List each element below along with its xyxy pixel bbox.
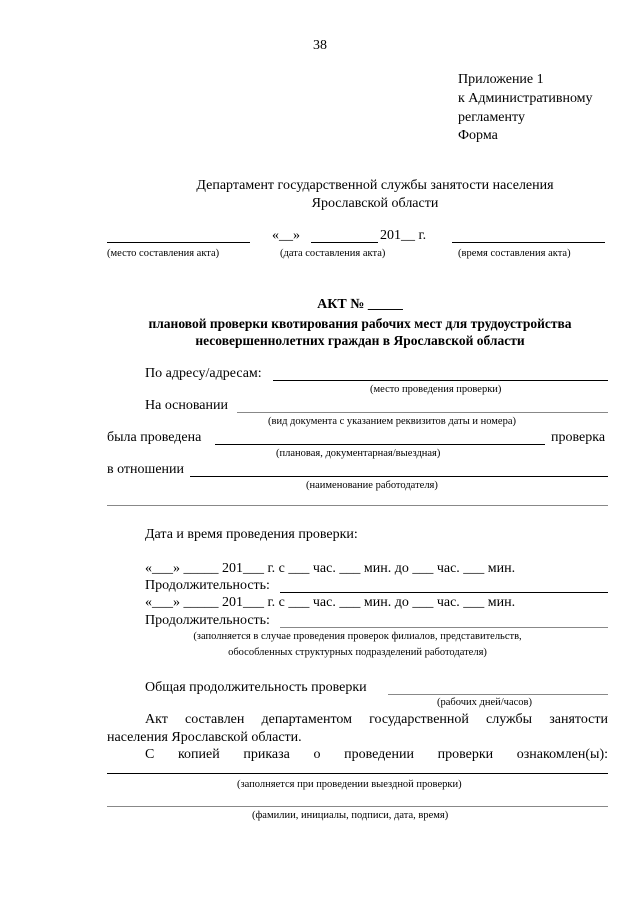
duration-1-field-line[interactable] bbox=[280, 592, 608, 593]
place-field-line[interactable] bbox=[107, 242, 250, 243]
regarding-field-line[interactable] bbox=[190, 476, 608, 477]
act-text-line-1: Акт составлен департаментом государственной службы занятости bbox=[145, 712, 608, 727]
copy-ack-field-line[interactable] bbox=[107, 773, 608, 774]
appendix-line-4: Форма bbox=[458, 128, 498, 143]
copy-ack-caption-1: (заполняется при проведении выездной проверки) bbox=[237, 779, 462, 790]
address-field-line[interactable] bbox=[273, 380, 608, 381]
act-text-line-2: населения Ярославской области. bbox=[107, 730, 302, 745]
conducted-field-line[interactable] bbox=[215, 444, 545, 445]
conducted-suffix: проверка bbox=[551, 430, 606, 445]
act-subtitle-line-1: плановой проверки квотирования рабочих мест для трудоустройства bbox=[148, 316, 572, 331]
duration-2-field-line[interactable] bbox=[280, 627, 608, 628]
branch-note-line-1: (заполняется в случае проведения проверок филиалов, представительств, bbox=[193, 631, 522, 642]
address-caption: (место проведения проверки) bbox=[370, 384, 502, 395]
date-day-text: «__» bbox=[272, 228, 300, 243]
page-number: 38 bbox=[313, 38, 327, 53]
time-field-line[interactable] bbox=[452, 242, 605, 243]
total-duration-caption: (рабочих дней/часов) bbox=[437, 697, 532, 708]
act-title: АКТ № _____ bbox=[317, 297, 403, 312]
appendix-line-3: регламенту bbox=[458, 110, 525, 125]
conducted-label: была проведена bbox=[107, 430, 202, 445]
time-caption: (время составления акта) bbox=[458, 248, 571, 259]
duration-1-label: Продолжительность: bbox=[145, 578, 270, 593]
basis-label: На основании bbox=[145, 398, 228, 413]
duration-2-label: Продолжительность: bbox=[145, 613, 270, 628]
datetime-row-1[interactable]: «___» _____ 201___ г. с ___ час. ___ мин. до ___ час. ___ мин. bbox=[145, 561, 516, 576]
regarding-label: в отношении bbox=[107, 462, 185, 477]
total-duration-label: Общая продолжительность проверки bbox=[145, 680, 367, 695]
copy-ack-text: С копией приказа о проведении проверки ознакомлен(ы): bbox=[145, 747, 608, 762]
date-caption: (дата составления акта) bbox=[280, 248, 386, 259]
date-month-field-line[interactable] bbox=[311, 242, 378, 243]
place-caption: (место составления акта) bbox=[107, 248, 220, 259]
department-line-1: Департамент государственной службы занятости населения bbox=[196, 178, 554, 193]
basis-caption: (вид документа с указанием реквизитов даты и номера) bbox=[268, 416, 517, 427]
date-year-text: 201__ г. bbox=[380, 228, 427, 243]
basis-field-line[interactable] bbox=[237, 412, 608, 413]
copy-ack-caption-2: (фамилии, инициалы, подписи, дата, время) bbox=[252, 810, 449, 821]
datetime-heading: Дата и время проведения проверки: bbox=[145, 527, 358, 542]
branch-note-line-2: обособленных структурных подразделений работодателя) bbox=[228, 647, 487, 658]
conducted-caption: (плановая, документарная/выездная) bbox=[276, 448, 441, 459]
appendix-line-2: к Административному bbox=[458, 91, 593, 106]
datetime-row-2[interactable]: «___» _____ 201___ г. с ___ час. ___ мин. до ___ час. ___ мин. bbox=[145, 595, 516, 610]
total-duration-field-line[interactable] bbox=[388, 694, 608, 695]
appendix-line-1: Приложение 1 bbox=[458, 72, 544, 87]
regarding-extra-line[interactable] bbox=[107, 505, 608, 506]
address-label: По адресу/адресам: bbox=[145, 366, 262, 381]
department-line-2: Ярославской области bbox=[311, 196, 439, 211]
regarding-caption: (наименование работодателя) bbox=[306, 480, 438, 491]
copy-ack-field-line-2[interactable] bbox=[107, 806, 608, 807]
act-subtitle-line-2: несовершеннолетних граждан в Ярославской области bbox=[195, 333, 525, 348]
